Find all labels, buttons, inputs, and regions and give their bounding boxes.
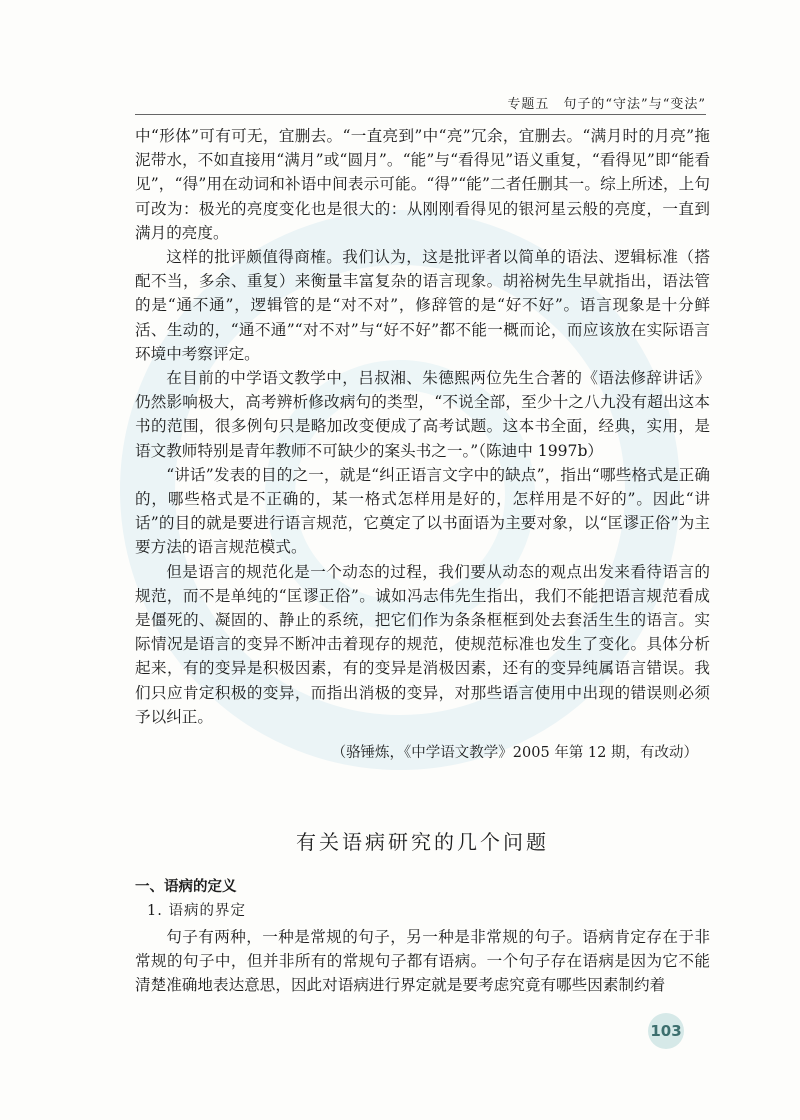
heading-definition: 一、语病的定义 bbox=[135, 879, 237, 896]
running-head: 专题五 句子的“守法”与“变法” bbox=[507, 97, 706, 112]
paragraph-6: 句子有两种，一种是常规的句子，另一种是非常规的句子。语病肯定存在于非常规的句子中，但并非所有的常规句子都有语病。一个句子存在语病是因为它不能清楚准确地表达意思，因此对语病进行界定就是要考虑究竟有哪些因素制约着 bbox=[135, 928, 710, 995]
page-body bbox=[135, 124, 710, 998]
page-number-badge: 103 bbox=[648, 1013, 684, 1049]
subheading-boundary: 1. 语病的界定 bbox=[147, 903, 246, 920]
paragraph-2: 这样的批评颇值得商榷。我们认为，这是批评者以简单的语法、逻辑标准（搭配不当，多余、重复）来衡量丰富复杂的语言现象。胡裕树先生早就指出，语法管的是“通不通”，逻辑管的是“对不对”，修辞管的是“好不好”。语言现象是十分鲜活、生动的，“通不通”“对不对”与“好不好”都不能一概而论，而应该放在实际语言环境中考察评定。 bbox=[135, 248, 710, 363]
section-title: 有关语病研究的几个问题 bbox=[296, 830, 549, 855]
paragraph-4: “讲话”发表的目的之一，就是“纠正语言文字中的缺点”，指出“哪些格式是正确的，哪些格式是不正确的，某一格式怎样用是好的，怎样用是不好的”。因此“讲话”的目的就是要进行语言规范，它奠定了以书面语为主要对象，以“匡谬正俗”为主要方法的语言规范模式。 bbox=[135, 465, 710, 557]
source-citation: （骆锤炼，《中学语文教学》2005 年第 12 期，有改动） bbox=[331, 745, 698, 762]
paragraph-3: 在目前的中学语文教学中，吕叔湘、朱德熙两位先生合著的《语法修辞讲话》仍然影响极大，高考辨析修改病句的类型，“不说全部，至少十之八九没有超出这本书的范围，很多例句只是略加改变便成了高考试题。这本书全面，经典，实用，是语文教师特别是青年教师不可缺少的案头书之一。”（陈迪中 1997b） bbox=[135, 369, 710, 460]
paragraph-5: 但是语言的规范化是一个动态的过程，我们要从动态的观点出发来看待语言的规范，而不是单纯的“匡谬正俗”。诚如冯志伟先生指出，我们不能把语言规范看成是僵死的、凝固的、静止的系统，把它们作为条条框框到处去套活生生的语言。实际情况是语言的变异不断冲击着现存的规范，使规范标准也发生了变化。具体分析起来，有的变异是积极因素，有的变异是消极因素，还有的变异纯属语言错误。我们只应肯定积极的变异，而指出消极的变异，对那些语言使用中出现的错误则必须予以纠正。 bbox=[135, 562, 710, 726]
paragraph-1: 中“形体”可有可无，宜删去。“一直亮到”中“亮”冗余，宜删去。“满月时的月亮”拖泥带水，不如直接用“满月”或“圆月”。“能”与“看得见”语义重复，“看得见”即“能看见”，“得”用在动词和补语中间表示可能。“得”“能”二者任删其一。综上所述，上句可改为：极光的亮度变化也是很大的：从刚刚看得见的银河星云般的亮度，一直到满月的亮度。 bbox=[135, 127, 710, 242]
header-rule bbox=[135, 114, 706, 115]
